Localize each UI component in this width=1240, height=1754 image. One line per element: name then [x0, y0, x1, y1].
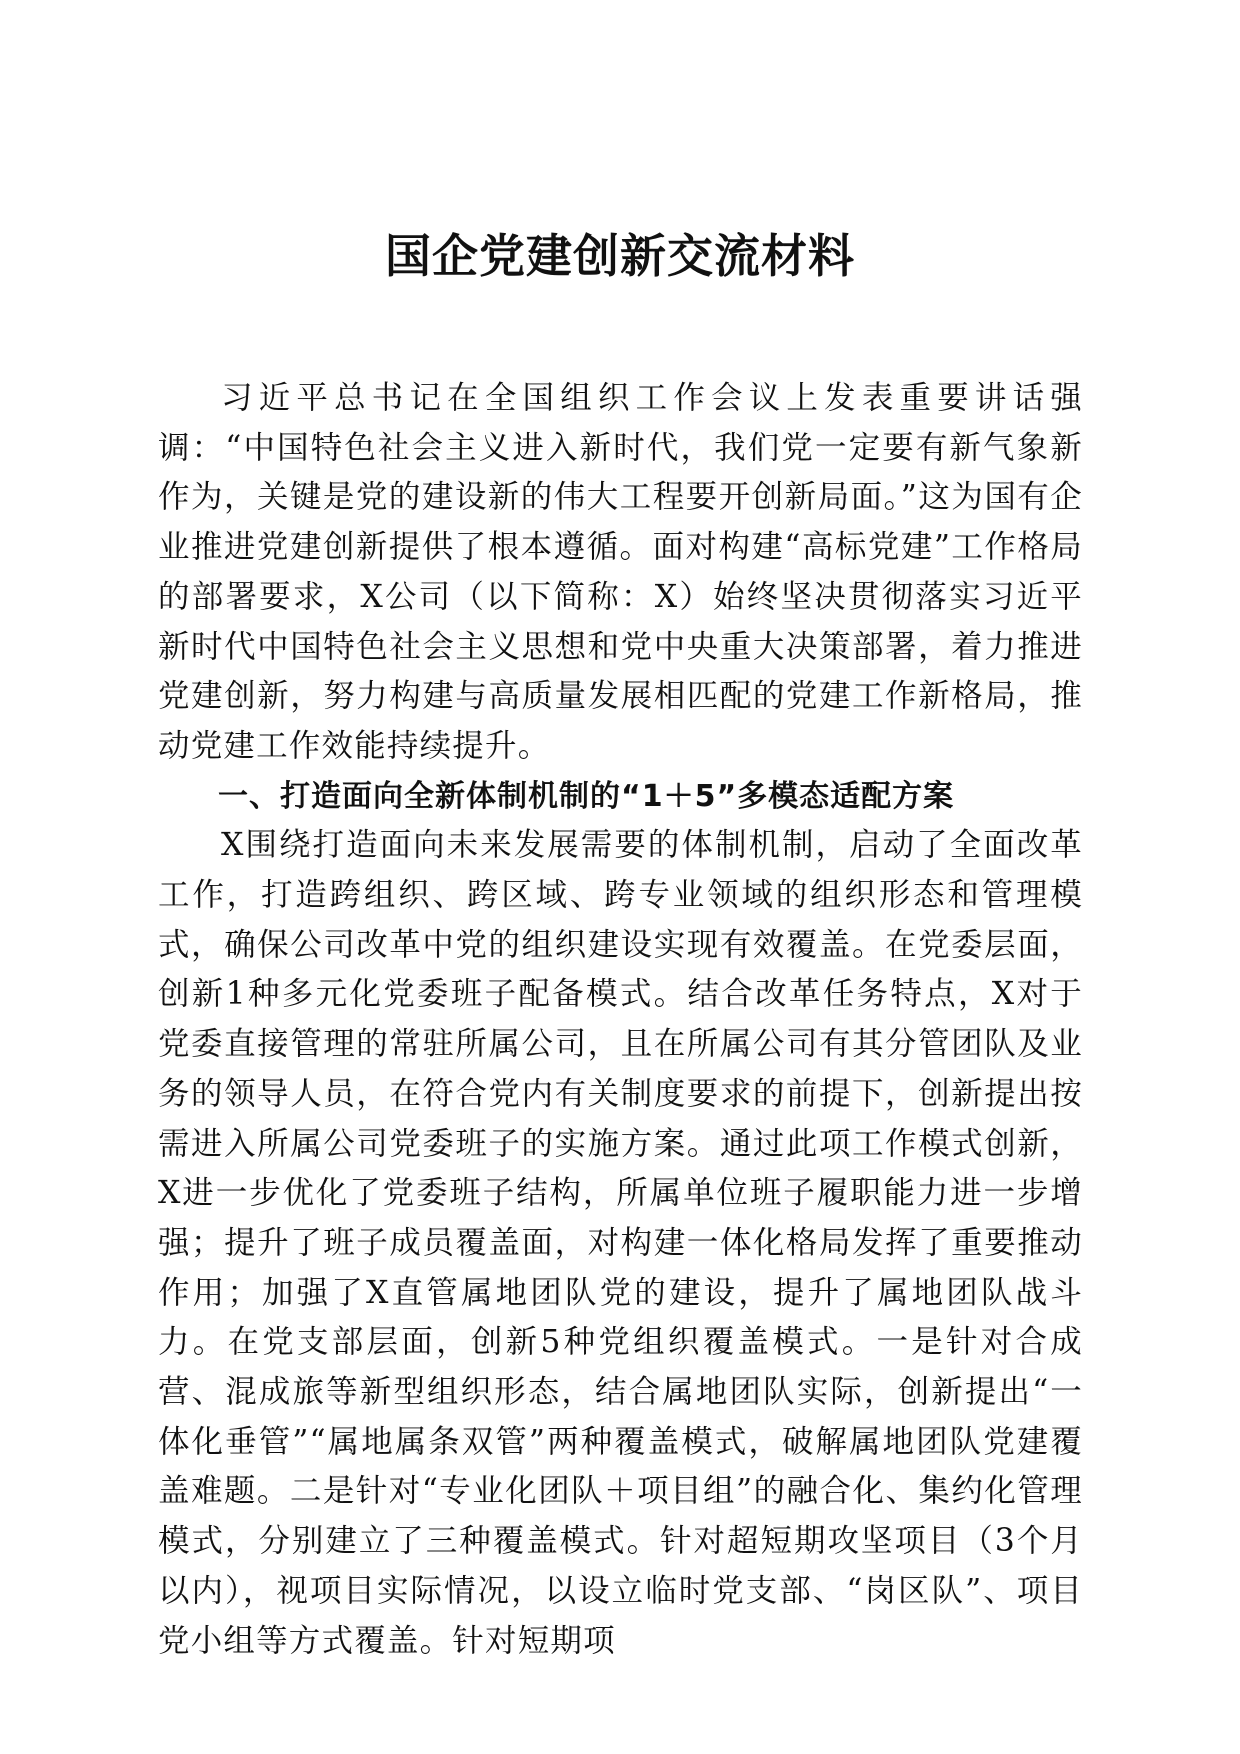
section-heading: 一、打造面向全新体制机制的“1＋5”多模态适配方案 — [218, 778, 955, 814]
document-title: 国企党建创新交流材料 — [385, 229, 855, 283]
document-body — [158, 374, 1083, 1666]
section-paragraph: X围绕打造面向未来发展需要的体制机制，启动了全面改革工作，打造跨组织、跨区域、跨专业领域的组织形态和管理模式，确保公司改革中党的组织建设实现有效覆盖。在党委层面，创新1种多元化党委班子配备模式。结合改革任务特点，X对于党委直接管理的常驻所属公司，且在所属公司有其分管团队及业务的领导人员，在符合党内有关制度要求的前提下，创新提出按需进入所属公司党委班子的实施方案。通过此项工作模式创新，X进一步优化了党委班子结构，所属单位班子履职能力进一步增强；提升了班子成员覆盖面，对构建一体化格局发挥了重要推动作用；加强了X直管属地团队党的建设，提升了属地团队战斗力。在党支部层面，创新5种党组织覆盖模式。一是针对合成营、混成旅等新型组织形态，结合属地团队实际，创新提出“一体化垂管”“属地属条双管”两种覆盖模式，破解属地团队党建覆盖难题。二是针对“专业化团队＋项目组”的融合化、集约化管理模式，分别建立了三种覆盖模式。针对超短期攻坚项目（3个月以内），视项目实际情况，以设立临时党支部、“岗区队”、项目党小组等方式覆盖。针对短期项 — [158, 827, 1083, 1659]
intro-paragraph: 习近平总书记在全国组织工作会议上发表重要讲话强调：“中国特色社会主义进入新时代，我们党一定要有新气象新作为，关键是党的建设新的伟大工程要开创新局面。”这为国有企业推进党建创新提供了根本遵循。面对构建“高标党建”工作格局的部署要求，X公司（以下简称：X）始终坚决贯彻落实习近平新时代中国特色社会主义思想和党中央重大决策部署，着力推进党建创新，努力构建与高质量发展相匹配的党建工作新格局，推动党建工作效能持续提升。 — [158, 380, 1083, 764]
